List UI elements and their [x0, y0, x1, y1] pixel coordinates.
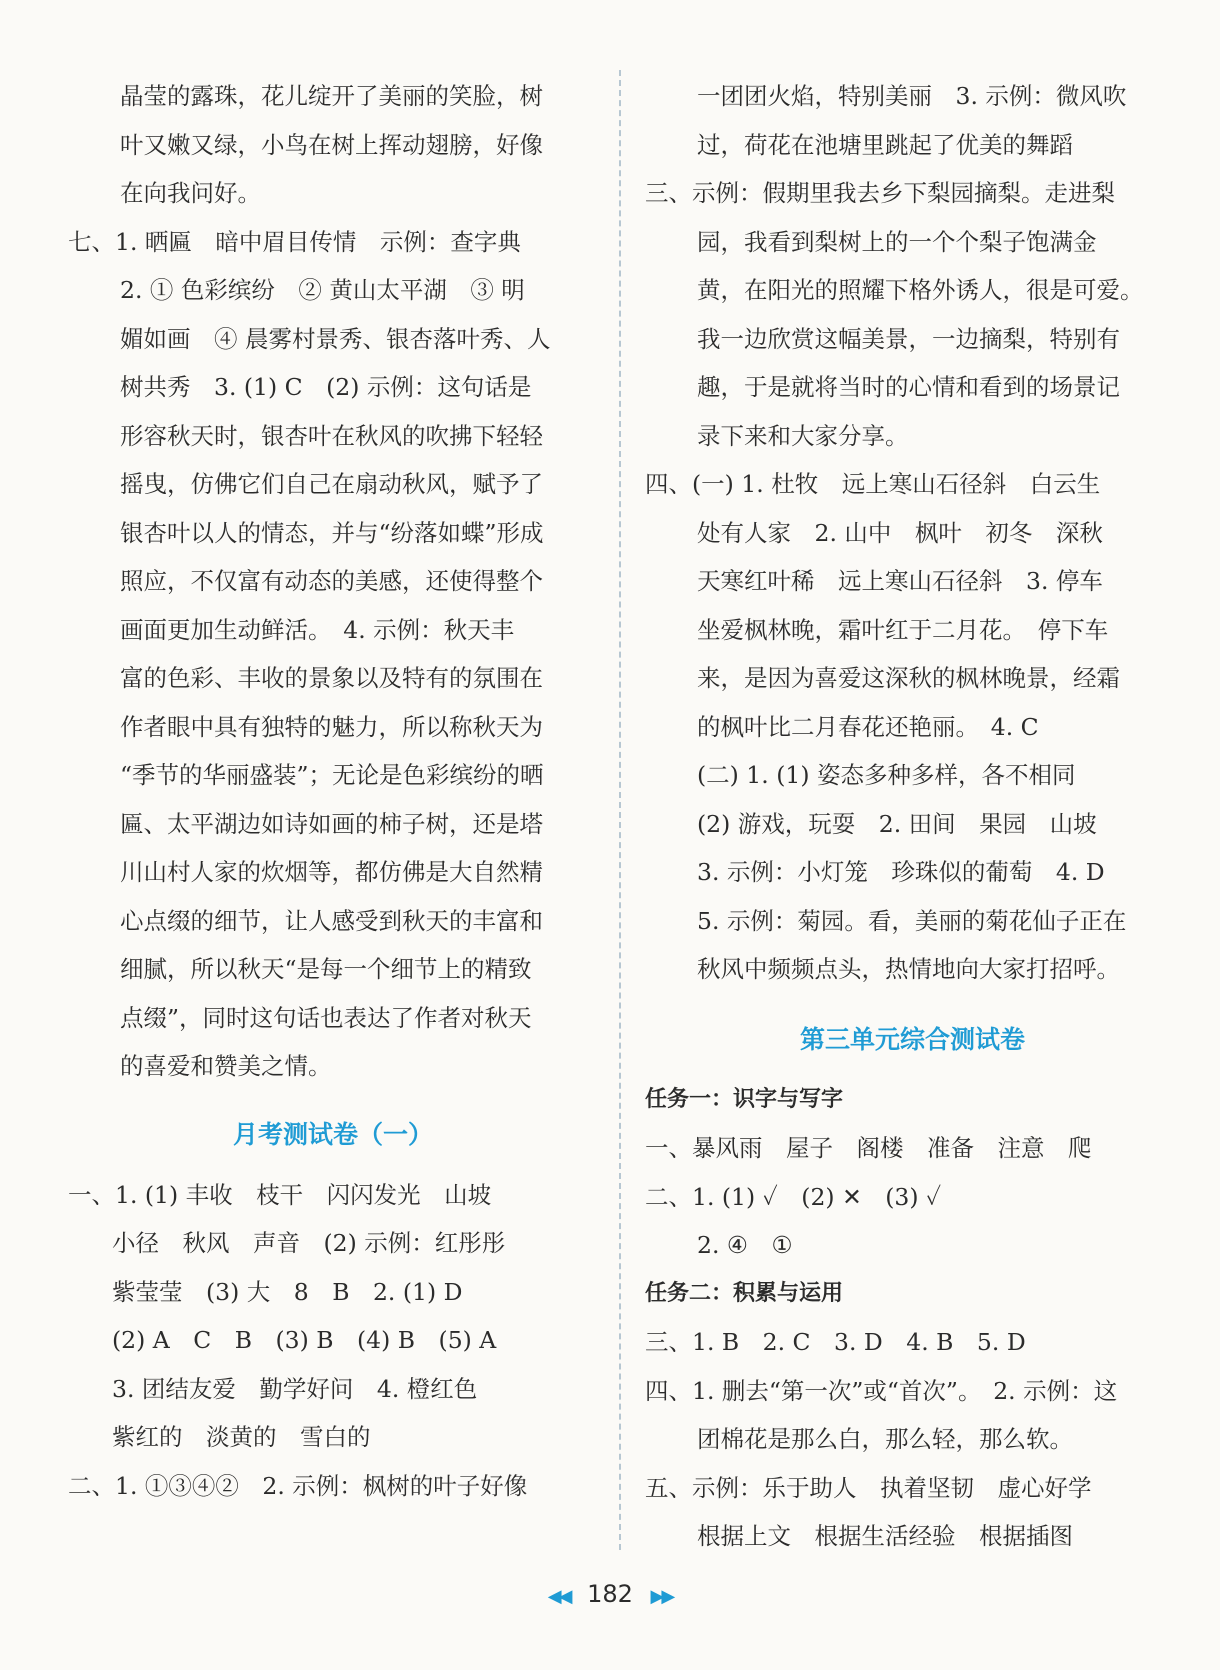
- text-line: 团棉花是那么白，那么轻，那么软。: [697, 1425, 1073, 1453]
- text-line: 一团团火焰，特别美丽 3. 示例：微风吹: [697, 82, 1127, 110]
- text-line: 3. 团结友爱 勤学好问 4. 橙红色: [112, 1374, 478, 1403]
- left-column: [68, 72, 598, 1510]
- text-line: 坐爱枫林晚，霜叶红于二月花。 停下车: [697, 615, 1109, 644]
- text-line: 3. 示例：小灯笼 珍珠似的葡萄 4. D: [697, 858, 1105, 886]
- section-heading-line: 一、1. (1) 丰收 枝干 闪闪发光 山坡: [68, 1180, 492, 1209]
- text-line: 川山村人家的炊烟等，都仿佛是大自然精: [120, 858, 543, 886]
- task-heading: 任务一：识字与写字: [645, 1086, 844, 1112]
- text-line: 2. ① 色彩缤纷 ② 黄山太平湖 ③ 明: [120, 276, 525, 304]
- text-line: “季节的华丽盛装”；无论是色彩缤纷的晒: [120, 761, 544, 789]
- text-line: 天寒红叶稀 远上寒山石径斜 3. 停车: [697, 567, 1103, 595]
- text-line: 晶莹的露珠，花儿绽开了美丽的笑脸，树: [120, 82, 543, 110]
- text-line: 5. 示例：菊园。看，美丽的菊花仙子正在: [697, 906, 1127, 935]
- text-line: 摇曳，仿佛它们自己在扇动秋风，赋予了: [120, 470, 543, 498]
- text-line: 录下来和大家分享。: [697, 421, 909, 450]
- text-line: 黄，在阳光的照耀下格外诱人，很是可爱。: [697, 276, 1144, 304]
- text-line: 画面更加生动鲜活。 4. 示例：秋天丰: [120, 615, 515, 644]
- text-line: 媚如画 ④ 晨雾村景秀、银杏落叶秀、人: [120, 324, 551, 353]
- text-line: 小径 秋风 声音 (2) 示例：红彤彤: [112, 1229, 506, 1257]
- section-heading-line: 四、(一) 1. 杜牧 远上寒山石径斜 白云生: [645, 470, 1101, 498]
- task-heading: 任务二：积累与运用: [645, 1280, 844, 1306]
- text-line: 在向我问好。: [120, 179, 261, 207]
- text-line: 形容秋天时，银杏叶在秋风的吹拂下轻轻: [120, 421, 543, 450]
- section-heading-line: 七、1. 晒匾 暗中眉目传情 示例：查字典: [68, 227, 521, 256]
- text-line: 处有人家 2. 山中 枫叶 初冬 深秋: [697, 518, 1103, 547]
- text-line: 2. ④ ①: [697, 1231, 793, 1259]
- section-heading-line: 三、1. B 2. C 3. D 4. B 5. D: [645, 1328, 1026, 1356]
- section-heading-line: 三、示例：假期里我去乡下梨园摘梨。走进梨: [645, 179, 1115, 207]
- text-line: 趣，于是就将当时的心情和看到的场景记: [697, 373, 1120, 401]
- text-line: 根据上文 根据生活经验 根据插图: [697, 1522, 1073, 1550]
- text-line: 园，我看到梨树上的一个个梨子饱满金: [697, 227, 1097, 256]
- text-line: 银杏叶以人的情态，并与“纷落如蝶”形成: [120, 518, 544, 547]
- section-heading-line: 二、1. (1) ✓ (2) ✕ (3) ✓: [645, 1182, 942, 1211]
- text-line: 点缀”，同时这句话也表达了作者对秋天: [120, 1003, 532, 1032]
- section-heading-line: 四、1. 删去“第一次”或“首次”。 2. 示例：这: [645, 1376, 1118, 1405]
- section-heading-line: 五、示例：乐于助人 执着坚韧 虚心好学: [645, 1473, 1092, 1502]
- text-line: 照应，不仅富有动态的美感，还使得整个: [120, 567, 543, 595]
- text-line: 树共秀 3. (1) C (2) 示例：这句话是: [120, 373, 532, 401]
- text-line: 细腻，所以秋天“是每一个细节上的精致: [120, 955, 532, 983]
- text-line: 紫莹莹 (3) 大 8 B 2. (1) D: [112, 1277, 463, 1306]
- text-line: 秋风中频频点头，热情地向大家打招呼。: [697, 955, 1120, 983]
- prev-arrows-icon: ◀◀: [547, 1586, 570, 1607]
- section-heading-line: 二、1. ①③④② 2. 示例：枫树的叶子好像: [68, 1471, 528, 1500]
- text-line: 富的色彩、丰收的景象以及特有的氛围在: [120, 664, 543, 692]
- section-title-unit-three-test: 第三单元综合测试卷: [799, 1024, 1025, 1054]
- page-number: 182: [587, 1580, 633, 1608]
- text-line: 过，荷花在池塘里跳起了优美的舞蹈: [697, 130, 1073, 159]
- text-line: 来，是因为喜爱这深秋的枫林晚景，经霜: [697, 664, 1120, 692]
- text-line: 叶又嫩又绿，小鸟在树上挥动翅膀，好像: [120, 130, 543, 159]
- section-title-monthly-test: 月考测试卷（一）: [232, 1119, 433, 1149]
- page-footer: [0, 1580, 1220, 1608]
- text-line: 我一边欣赏这幅美景，一边摘梨，特别有: [697, 324, 1120, 353]
- text-line: 作者眼中具有独特的魅力，所以称秋天为: [120, 712, 543, 741]
- text-line: (2) 游戏，玩耍 2. 田间 果园 山坡: [697, 809, 1097, 838]
- text-line: 心点缀的细节，让人感受到秋天的丰富和: [120, 906, 543, 935]
- text-line: 的喜爱和赞美之情。: [120, 1052, 332, 1080]
- text-line: (2) A C B (3) B (4) B (5) A: [112, 1326, 497, 1354]
- text-line: 匾、太平湖边如诗如画的柿子树，还是塔: [120, 809, 543, 838]
- section-heading-line: 一、暴风雨 屋子 阁楼 准备 注意 爬: [645, 1134, 1092, 1162]
- text-line: (二) 1. (1) 姿态多种多样，各不相同: [697, 761, 1076, 789]
- next-arrows-icon: ▶▶: [650, 1586, 673, 1607]
- column-divider: [619, 70, 621, 1550]
- right-column: [645, 72, 1180, 1561]
- text-line: 紫红的 淡黄的 雪白的: [112, 1423, 371, 1451]
- text-line: 的枫叶比二月春花还艳丽。 4. C: [697, 712, 1039, 741]
